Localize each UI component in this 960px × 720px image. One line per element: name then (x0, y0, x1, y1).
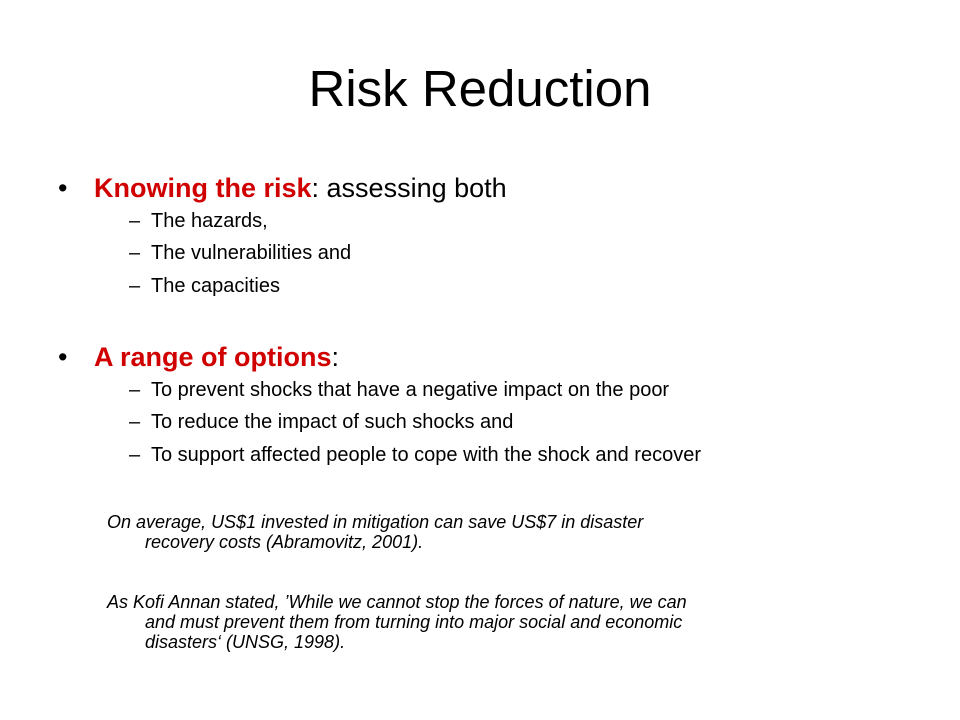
bullet-marker: • (58, 173, 68, 203)
quote-kofi-annan (107, 592, 897, 652)
subitem (129, 377, 669, 403)
dash-marker: – (129, 444, 141, 466)
dash-marker: – (129, 242, 141, 264)
subitem-text: The hazards, (151, 210, 268, 232)
bullet-emphasis: Knowing the risk (94, 173, 312, 203)
quote-mitigation (107, 512, 897, 552)
quote-line: and must prevent them from turning into major social and economic (145, 612, 683, 632)
dash-marker: – (129, 210, 141, 232)
subitem (129, 409, 513, 435)
quote-line: As Kofi Annan stated, ’While we cannot stop the forces of nature, we can (107, 592, 687, 612)
slide-title: Risk Reduction (308, 60, 652, 117)
subitem-text: The vulnerabilities and (151, 242, 352, 264)
bullet-knowing-the-risk (58, 172, 507, 204)
dash-marker: – (129, 275, 141, 297)
subitem (129, 273, 280, 299)
bullet-range-of-options (58, 341, 339, 373)
subitem (129, 240, 351, 266)
subitem-text: To reduce the impact of such shocks and (151, 411, 514, 433)
bullet-emphasis: A range of options (94, 342, 332, 372)
subitem-text: The capacities (151, 275, 280, 297)
dash-marker: – (129, 379, 141, 401)
quote-line: recovery costs (Abramovitz, 2001). (145, 532, 424, 552)
subitem (129, 442, 701, 468)
dash-marker: – (129, 411, 141, 433)
quote-line: On average, US$1 invested in mitigation can save US$7 in disaster (107, 512, 644, 532)
subitem-text: To prevent shocks that have a negative impact on the poor (151, 379, 670, 401)
bullet-text: : (331, 342, 340, 372)
quote-line: disasters‘ (UNSG, 1998). (145, 632, 346, 652)
subitem-text: To support affected people to cope with the shock and recover (151, 444, 701, 466)
bullet-text: : assessing both (311, 173, 507, 203)
subitem (129, 208, 268, 234)
bullet-marker: • (58, 342, 68, 372)
